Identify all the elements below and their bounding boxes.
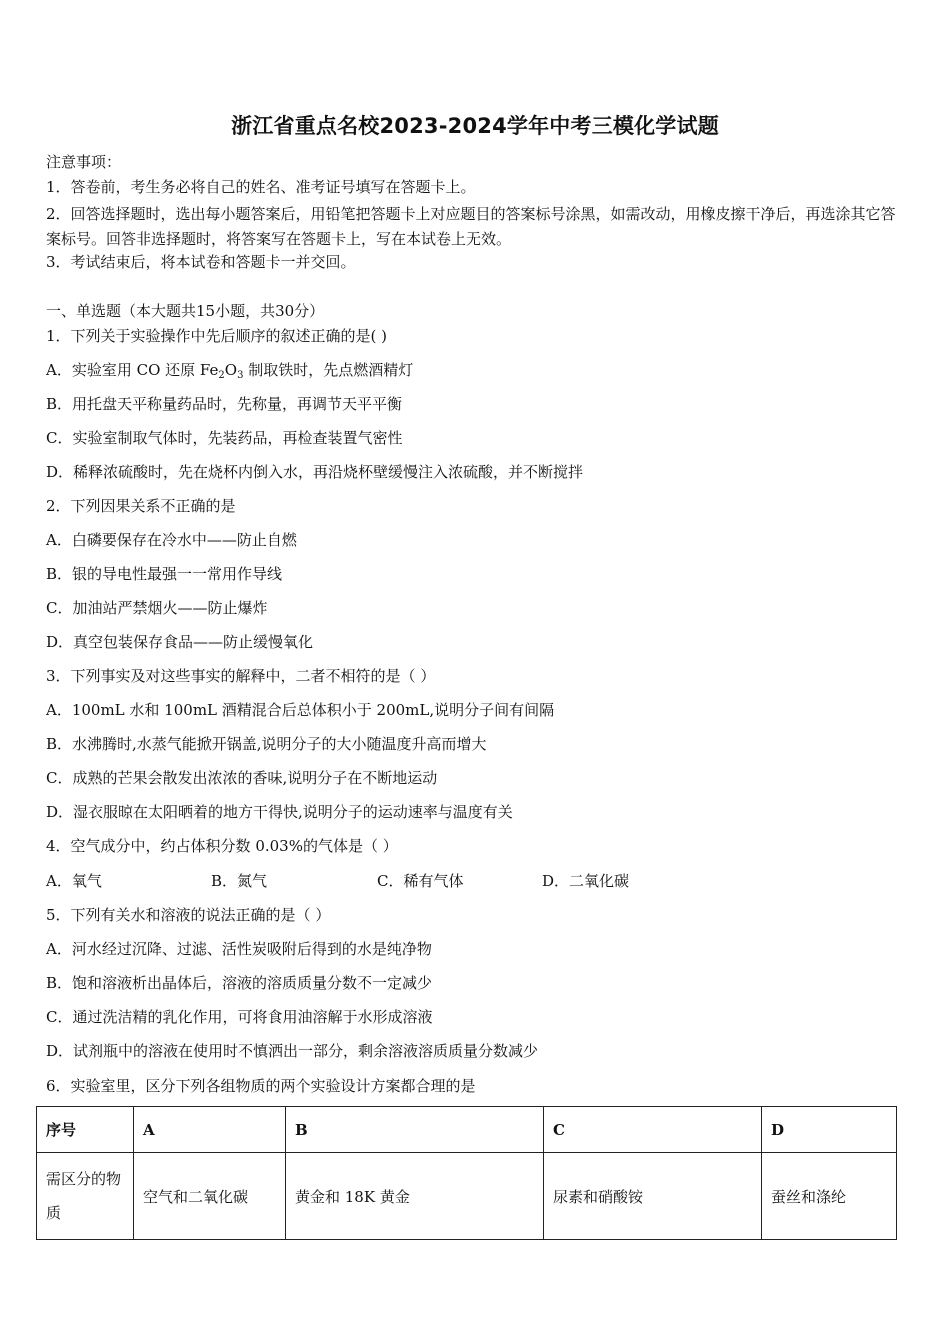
question-2-option-d: D．真空包装保存食品——防止缓慢氧化 <box>46 633 314 651</box>
question-1-option-c: C．实验室制取气体时，先装药品，再检查装置气密性 <box>46 429 403 447</box>
table-header-cell: C <box>544 1107 762 1153</box>
question-3-option-b: B．水沸腾时,水蒸气能掀开锅盖,说明分子的大小随温度升高而增大 <box>46 735 487 753</box>
question-5-option-d: D．试剂瓶中的溶液在使用时不慎洒出一部分，剩余溶液溶质质量分数减少 <box>46 1042 539 1060</box>
question-3-option-a: A．100mL 水和 100mL 酒精混合后总体积小于 200mL,说明分子间有间隔 <box>46 701 555 719</box>
question-3-stem: 3．下列事实及对这些事实的解释中，二者不相符的是（ ） <box>46 667 436 685</box>
page-title: 浙江省重点名校2023-2024学年中考三模化学试题 <box>231 114 719 138</box>
question-4-option-d: D．二氧化碳 <box>542 872 630 890</box>
question-2-option-a: A．白磷要保存在冷水中——防止自燃 <box>46 531 297 549</box>
table-header-row <box>37 1107 897 1153</box>
question-6-stem: 6．实验室里，区分下列各组物质的两个实验设计方案都合理的是 <box>46 1077 476 1095</box>
question-4-option-c: C．稀有气体 <box>377 872 464 890</box>
question-5-stem: 5．下列有关水和溶液的说法正确的是（ ） <box>46 906 331 924</box>
question-4-stem: 4．空气成分中，约占体积分数 0.03%的气体是（ ） <box>46 837 398 855</box>
notice-item-2: 2．回答选择题时，选出每小题答案后，用铅笔把答题卡上对应题目的答案标号涂黑，如需改动，用橡皮擦干净后，再选涂其它答案标号。回答非选择题时，将答案写在答题卡上，写在本试卷上无效。 <box>46 205 896 248</box>
question-6-table <box>36 1106 897 1240</box>
question-1-option-a: A．实验室用 CO 还原 $Fe_2O_3$ 制取铁时，先点燃酒精灯 <box>46 361 414 381</box>
table-header-cell: 序号 <box>37 1107 134 1153</box>
table-cell: 空气和二氧化碳 <box>134 1153 286 1240</box>
question-2-stem: 2．下列因果关系不正确的是 <box>46 497 236 515</box>
question-5-option-c: C．通过洗洁精的乳化作用，可将食用油溶解于水形成溶液 <box>46 1008 433 1026</box>
table-header-cell: D <box>762 1107 897 1153</box>
table-row-label: 需区分的物质 <box>37 1153 134 1240</box>
table-header-cell: A <box>134 1107 286 1153</box>
question-1-stem: 1．下列关于实验操作中先后顺序的叙述正确的是( ) <box>46 327 388 345</box>
question-2-option-c: C．加油站严禁烟火——防止爆炸 <box>46 599 268 617</box>
notice-item-3: 3．考试结束后，将本试卷和答题卡一并交回。 <box>46 253 356 271</box>
table-cell: 尿素和硝酸铵 <box>544 1153 762 1240</box>
question-1-option-d: D．稀释浓硫酸时，先在烧杯内倒入水，再沿烧杯壁缓慢注入浓硫酸，并不断搅拌 <box>46 463 584 481</box>
notice-heading: 注意事项： <box>46 153 122 171</box>
question-4-option-b: B．氮气 <box>211 872 268 890</box>
question-5-option-b: B．饱和溶液析出晶体后，溶液的溶质质量分数不一定减少 <box>46 974 433 992</box>
question-3-option-d: D．湿衣服晾在太阳晒着的地方干得快,说明分子的运动速率与温度有关 <box>46 803 513 821</box>
question-4-option-a: A．氧气 <box>46 872 102 890</box>
question-3-option-c: C．成熟的芒果会散发出浓浓的香味,说明分子在不断地运动 <box>46 769 438 787</box>
table-row <box>37 1153 897 1240</box>
section-heading: 一、单选题（本大题共15小题，共30分） <box>46 302 325 320</box>
question-4-options <box>46 871 629 891</box>
table-header-cell: B <box>286 1107 544 1153</box>
question-1-option-b: B．用托盘天平称量药品时，先称量，再调节天平平衡 <box>46 395 403 413</box>
table-cell: 黄金和 18K 黄金 <box>286 1153 544 1240</box>
table-cell: 蚕丝和涤纶 <box>762 1153 897 1240</box>
question-5-option-a: A．河水经过沉降、过滤、活性炭吸附后得到的水是纯净物 <box>46 940 432 958</box>
notice-item-1: 1．答卷前，考生务必将自己的姓名、准考证号填写在答题卡上。 <box>46 178 476 196</box>
question-2-option-b: B．银的导电性最强一一常用作导线 <box>46 565 283 583</box>
